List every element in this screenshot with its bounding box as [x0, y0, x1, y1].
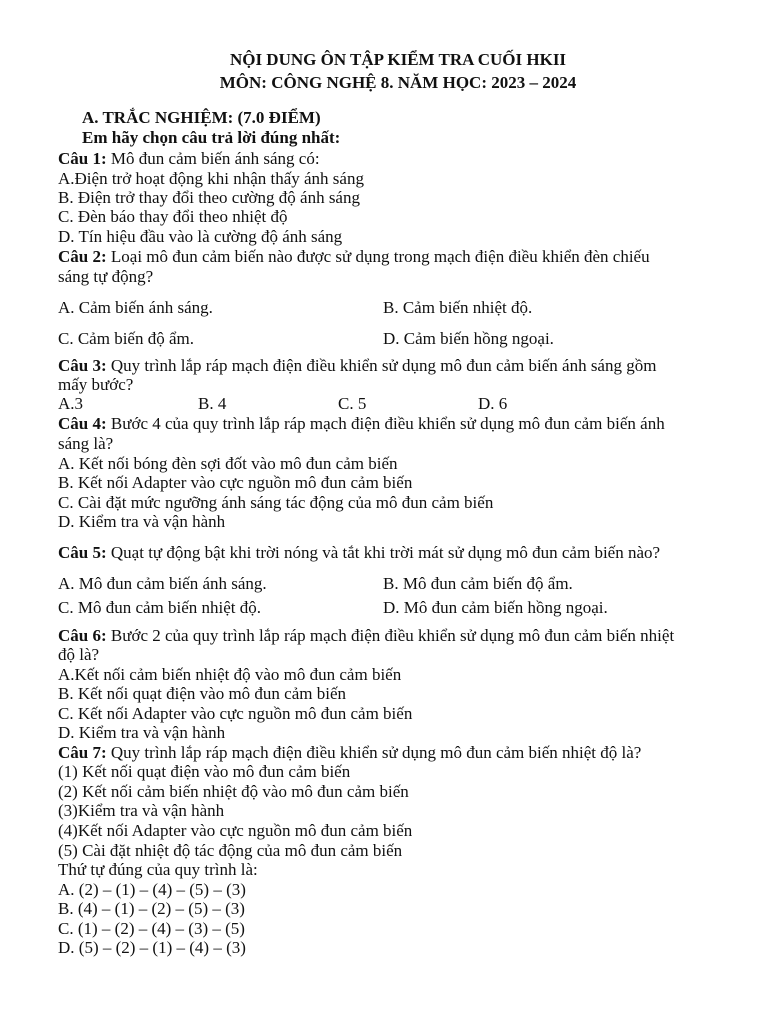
q6-text-line1: Bước 2 của quy trình lắp ráp mạch điện điều khiển sử dụng mô đun cảm biến nhiệt: [110, 626, 675, 645]
q5-option-b: B. Mô đun cảm biến độ ẩm.: [383, 574, 573, 593]
q5-option-c: C. Mô đun cảm biến nhiệt độ.: [58, 598, 262, 617]
q1-option-d: D. Tín hiệu đầu vào là cường độ ánh sáng: [58, 227, 343, 246]
q5-label: Câu 5:: [58, 543, 107, 562]
q4-stem: [58, 414, 665, 434]
q4-option-c: C. Cài đặt mức ngưỡng ánh sáng tác động của mô đun cảm biến: [58, 493, 494, 512]
q4-text-line1: Bước 4 của quy trình lắp ráp mạch điện điều khiển sử dụng mô đun cảm biến ánh: [110, 414, 665, 433]
q7-option-a: A. (2) – (1) – (4) – (5) – (3): [58, 880, 246, 899]
q1-label: Câu 1:: [58, 149, 107, 168]
q2-option-d: D. Cảm biến hồng ngoại.: [383, 329, 554, 348]
q2-option-b: B. Cảm biến nhiệt độ.: [383, 298, 533, 317]
q6-option-c: C. Kết nối Adapter vào cực nguồn mô đun cảm biến: [58, 704, 413, 723]
q7-step-5: (5) Cài đặt nhiệt độ tác động của mô đun cảm biến: [58, 841, 403, 860]
q4-label: Câu 4:: [58, 414, 107, 433]
q2-text-line1: Loại mô đun cảm biến nào được sử dụng trong mạch điện điều khiển đèn chiếu: [110, 247, 650, 266]
q3-text-line2: mấy bước?: [58, 375, 134, 394]
q1-option-c: C. Đèn báo thay đổi theo nhiệt độ: [58, 207, 288, 226]
q6-option-b: B. Kết nối quạt điện vào mô đun cảm biến: [58, 684, 346, 703]
q1-text: Mô đun cảm biến ánh sáng có:: [110, 149, 320, 168]
q5-stem: [58, 543, 660, 563]
q7-step-3: (3)Kiểm tra và vận hành: [58, 801, 225, 820]
q5-option-a: A. Mô đun cảm biến ánh sáng.: [58, 574, 267, 593]
section-instruction: Em hãy chọn câu trả lời đúng nhất:: [82, 128, 341, 147]
q1-stem: [58, 149, 320, 169]
q2-text-line2: sáng tự động?: [58, 267, 154, 286]
q1-option-a: A.Điện trở hoạt động khi nhận thấy ánh sáng: [58, 169, 364, 188]
q5-text: Quạt tự động bật khi trời nóng và tắt khi trời mát sử dụng mô đun cảm biến nào?: [110, 543, 661, 562]
q3-option-d: D. 6: [478, 394, 508, 413]
q7-option-c: C. (1) – (2) – (4) – (3) – (5): [58, 919, 245, 938]
q7-option-d: D. (5) – (2) – (1) – (4) – (3): [58, 938, 246, 957]
q2-label: Câu 2:: [58, 247, 107, 266]
q7-option-b: B. (4) – (1) – (2) – (5) – (3): [58, 899, 245, 918]
q7-step-2: (2) Kết nối cảm biến nhiệt độ vào mô đun cảm biến: [58, 782, 409, 801]
q4-option-d: D. Kiểm tra và vận hành: [58, 512, 226, 531]
q5-option-d: D. Mô đun cảm biến hồng ngoại.: [383, 598, 608, 617]
q7-prompt: Thứ tự đúng của quy trình là:: [58, 860, 258, 879]
q3-label: Câu 3:: [58, 356, 107, 375]
q2-option-c: C. Cảm biến độ ẩm.: [58, 329, 194, 348]
q4-option-b: B. Kết nối Adapter vào cực nguồn mô đun cảm biến: [58, 473, 413, 492]
q6-text-line2: độ là?: [58, 645, 100, 664]
q7-label: Câu 7:: [58, 743, 107, 762]
q7-stem: [58, 743, 641, 763]
q7-step-4: (4)Kết nối Adapter vào cực nguồn mô đun cảm biến: [58, 821, 413, 840]
q3-option-c: C. 5: [338, 394, 367, 413]
document-title-line1: NỘI DUNG ÔN TẬP KIỂM TRA CUỐI HKII: [229, 50, 567, 69]
q7-step-1: (1) Kết nối quạt điện vào mô đun cảm biến: [58, 762, 351, 781]
section-heading: A. TRẮC NGHIỆM: (7.0 ĐIỂM): [82, 108, 321, 127]
q2-stem: [58, 247, 650, 267]
q6-option-d: D. Kiểm tra và vận hành: [58, 723, 226, 742]
q3-option-a: A.3: [58, 394, 84, 413]
q1-option-b: B. Điện trở thay đổi theo cường độ ánh sáng: [58, 188, 360, 207]
q4-text-line2: sáng là?: [58, 434, 114, 453]
document-title-line2: MÔN: CÔNG NGHỆ 8. NĂM HỌC: 2023 – 2024: [219, 73, 577, 92]
q7-text: Quy trình lắp ráp mạch điện điều khiển sử dụng mô đun cảm biến nhiệt độ là?: [110, 743, 642, 762]
q6-stem: [58, 626, 674, 646]
q3-stem: [58, 356, 656, 376]
q6-option-a: A.Kết nối cảm biến nhiệt độ vào mô đun cảm biến: [58, 665, 402, 684]
q3-option-b: B. 4: [198, 394, 227, 413]
q3-text-line1: Quy trình lắp ráp mạch điện điều khiển sử dụng mô đun cảm biến ánh sáng gồm: [110, 356, 657, 375]
q2-option-a: A. Cảm biến ánh sáng.: [58, 298, 213, 317]
q6-label: Câu 6:: [58, 626, 107, 645]
q4-option-a: A. Kết nối bóng đèn sợi đốt vào mô đun cảm biến: [58, 454, 398, 473]
